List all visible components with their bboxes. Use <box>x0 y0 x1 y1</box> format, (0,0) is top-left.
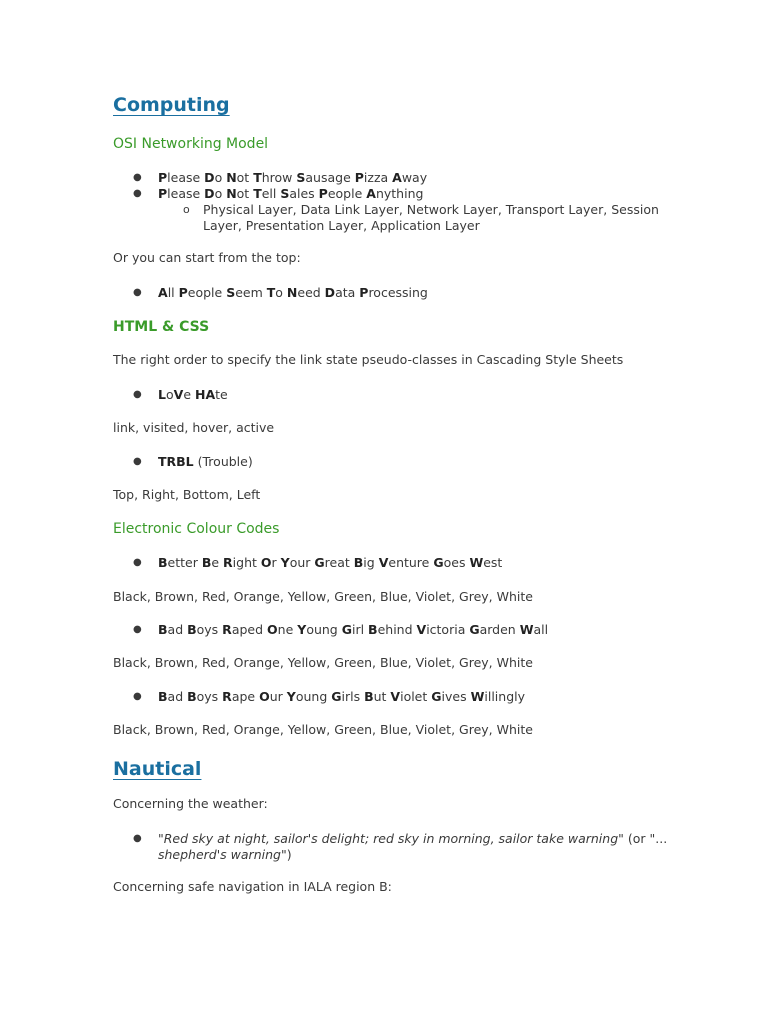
mnemonic-rest: ut <box>373 689 391 704</box>
bullet-icon: ● <box>133 624 142 635</box>
mnemonic-initial: P <box>354 170 364 185</box>
mnemonic-rest: irl <box>351 622 369 637</box>
link-states: link, visited, hover, active <box>113 420 275 435</box>
mnemonic-initial: T <box>253 186 262 201</box>
mnemonic-initial: B <box>158 689 168 704</box>
mnemonic-rest: est <box>483 555 503 570</box>
osi-heading: OSI Networking Model <box>113 136 269 152</box>
mnemonic-initial: R <box>222 622 232 637</box>
love-hate-mnemonic <box>158 387 228 403</box>
computing-heading: Computing <box>113 94 230 116</box>
mnemonic-initial: A <box>158 285 168 300</box>
mnemonic-initial: Y <box>297 622 307 637</box>
mnemonic-rest: o <box>165 387 174 402</box>
mnemonic-rest: lease <box>167 170 205 185</box>
mnemonic-initial: O <box>259 689 270 704</box>
mnemonic-rest: hrow <box>261 170 297 185</box>
mnemonic-rest: ata <box>335 285 360 300</box>
mnemonic-rest: ape <box>231 689 260 704</box>
mnemonic-rest: rocessing <box>368 285 428 300</box>
mnemonic-initial: T <box>253 170 262 185</box>
mnemonic-rest: o <box>275 285 287 300</box>
bullet-icon: ● <box>133 389 142 400</box>
mnemonic-initial: R <box>223 555 233 570</box>
mnemonic-rest: eople <box>187 285 227 300</box>
mnemonic-initial: B <box>201 555 212 570</box>
mnemonic-initial: O <box>267 622 278 637</box>
mnemonic-initial: W <box>519 622 534 637</box>
mnemonic-initial: N <box>226 186 237 201</box>
sides-list: Top, Right, Bottom, Left <box>113 487 261 502</box>
colour-codes-heading: Electronic Colour Codes <box>113 521 280 537</box>
mnemonic-rest: reat <box>324 555 354 570</box>
mnemonic-initial: HA <box>194 387 216 402</box>
navigation-intro: Concerning safe navigation in IALA region B: <box>113 879 392 894</box>
mnemonic-initial: P <box>178 285 188 300</box>
mnemonic-rest: all <box>533 622 549 637</box>
mnemonic-rest: lease <box>167 186 205 201</box>
mnemonic-initial: N <box>286 285 298 300</box>
weather-intro: Concerning the weather: <box>113 796 268 811</box>
bullet-icon: ● <box>133 557 142 568</box>
mnemonic-rest: irls <box>341 689 365 704</box>
mnemonic-initial: G <box>431 689 442 704</box>
colour-mnemonic-3 <box>158 689 525 705</box>
mnemonic-rest: eople <box>327 186 367 201</box>
mnemonic-rest: way <box>401 170 428 185</box>
mnemonic-rest: our <box>289 555 315 570</box>
mnemonic-rest: ot <box>236 170 254 185</box>
mnemonic-initial: D <box>204 170 215 185</box>
mnemonic-initial: B <box>368 622 378 637</box>
trbl-rest: (Trouble) <box>193 454 253 469</box>
colours-list-2: Black, Brown, Red, Orange, Yellow, Green, Blue, Violet, Grey, White <box>113 655 533 670</box>
weather-alt-text: shepherd's warning <box>158 847 281 862</box>
mnemonic-rest: ight <box>232 555 261 570</box>
mnemonic-initial: A <box>392 170 402 185</box>
mnemonic-initial: G <box>331 689 342 704</box>
mnemonic-initial: V <box>378 555 389 570</box>
mnemonic-rest: e <box>183 387 195 402</box>
bullet-icon: ● <box>133 287 142 298</box>
mnemonic-rest: ad <box>167 689 188 704</box>
mnemonic-initial: L <box>158 387 166 402</box>
mnemonic-rest: ehind <box>377 622 417 637</box>
mnemonic-rest: eem <box>235 285 267 300</box>
mnemonic-rest: ur <box>269 689 287 704</box>
mnemonic-rest: etter <box>167 555 202 570</box>
mnemonic-rest: aped <box>231 622 268 637</box>
mnemonic-initial: G <box>469 622 480 637</box>
mnemonic-initial: V <box>173 387 184 402</box>
mnemonic-initial: B <box>187 689 197 704</box>
bullet-icon: ● <box>133 691 142 702</box>
mnemonic-initial: Y <box>286 689 296 704</box>
html-css-intro: The right order to specify the link state pseudo-classes in Cascading Style Sheets <box>113 352 624 367</box>
mnemonic-rest: ad <box>167 622 188 637</box>
weather-alt-close: ") <box>280 847 292 862</box>
mnemonic-initial: D <box>204 186 215 201</box>
mnemonic-initial: W <box>469 555 484 570</box>
mnemonic-rest: arden <box>479 622 520 637</box>
bullet-icon: ● <box>133 456 142 467</box>
mnemonic-rest: o <box>214 186 227 201</box>
html-css-heading: HTML & CSS <box>113 319 210 335</box>
mnemonic-rest: ig <box>363 555 379 570</box>
mnemonic-initial: G <box>433 555 444 570</box>
mnemonic-initial: B <box>187 622 197 637</box>
mnemonic-initial: P <box>318 186 328 201</box>
osi-top-intro: Or you can start from the top: <box>113 250 301 265</box>
mnemonic-initial: B <box>364 689 374 704</box>
trbl-bold: TRBL <box>158 454 194 469</box>
bullet-icon: ● <box>133 172 142 183</box>
mnemonic-initial: W <box>470 689 485 704</box>
mnemonic-rest: eed <box>297 285 325 300</box>
colours-list-3: Black, Brown, Red, Orange, Yellow, Green, Blue, Violet, Grey, White <box>113 722 533 737</box>
weather-quote-line2 <box>158 847 292 863</box>
mnemonic-initial: S <box>226 285 236 300</box>
mnemonic-initial: G <box>314 555 325 570</box>
mnemonic-initial: V <box>390 689 401 704</box>
mnemonic-initial: P <box>158 170 168 185</box>
mnemonic-rest: ot <box>236 186 254 201</box>
mnemonic-initial: P <box>359 285 369 300</box>
mnemonic-initial: S <box>280 186 290 201</box>
trbl-mnemonic <box>158 454 253 470</box>
mnemonic-initial: B <box>158 622 168 637</box>
nautical-heading: Nautical <box>113 758 202 780</box>
weather-alt-open: (or "... <box>623 831 668 846</box>
mnemonic-rest: iolet <box>400 689 432 704</box>
osi-mnemonic-2 <box>158 186 423 202</box>
mnemonic-initial: B <box>353 555 364 570</box>
mnemonic-initial: N <box>226 170 237 185</box>
mnemonic-rest: ictoria <box>426 622 470 637</box>
mnemonic-initial: G <box>341 622 352 637</box>
weather-quote-line1 <box>158 831 667 847</box>
mnemonic-rest: illingly <box>484 689 525 704</box>
osi-mnemonic-3 <box>158 285 428 301</box>
mnemonic-initial: V <box>416 622 427 637</box>
mnemonic-initial: P <box>158 186 168 201</box>
osi-layers: Physical Layer, Data Link Layer, Network Layer, Transport Layer, Session Layer, Presentation Layer, Application Layer <box>203 202 659 233</box>
mnemonic-rest: ll <box>167 285 179 300</box>
mnemonic-initial: Y <box>280 555 290 570</box>
mnemonic-initial: T <box>266 285 276 300</box>
weather-quote: "Red sky at night, sailor's delight; red sky in morning, sailor take warning" <box>158 831 624 846</box>
mnemonic-initial: S <box>296 170 306 185</box>
mnemonic-rest: ives <box>441 689 471 704</box>
mnemonic-rest: r <box>271 555 281 570</box>
mnemonic-initial: B <box>158 555 168 570</box>
mnemonic-rest: o <box>214 170 227 185</box>
mnemonic-rest: enture <box>388 555 434 570</box>
mnemonic-rest: oung <box>295 689 332 704</box>
osi-mnemonic-1 <box>158 170 427 186</box>
mnemonic-rest: e <box>211 555 224 570</box>
mnemonic-rest: nything <box>375 186 424 201</box>
mnemonic-rest: ales <box>289 186 319 201</box>
mnemonic-rest: ne <box>277 622 298 637</box>
bullet-icon: ● <box>133 833 142 844</box>
mnemonic-initial: D <box>324 285 336 300</box>
colour-mnemonic-1 <box>158 555 502 571</box>
bullet-icon: ● <box>133 188 142 199</box>
mnemonic-rest: oys <box>196 622 223 637</box>
mnemonic-rest: ell <box>261 186 281 201</box>
colour-mnemonic-2 <box>158 622 548 638</box>
mnemonic-initial: O <box>260 555 272 570</box>
mnemonic-rest: oys <box>196 689 223 704</box>
mnemonic-initial: A <box>366 186 376 201</box>
mnemonic-rest: oes <box>443 555 470 570</box>
mnemonic-rest: te <box>215 387 228 402</box>
mnemonic-rest: oung <box>306 622 342 637</box>
colours-list-1: Black, Brown, Red, Orange, Yellow, Green, Blue, Violet, Grey, White <box>113 589 533 604</box>
mnemonic-initial: R <box>222 689 232 704</box>
sub-bullet-icon: o <box>183 203 190 216</box>
mnemonic-rest: ausage <box>305 170 355 185</box>
mnemonic-rest: izza <box>363 170 393 185</box>
